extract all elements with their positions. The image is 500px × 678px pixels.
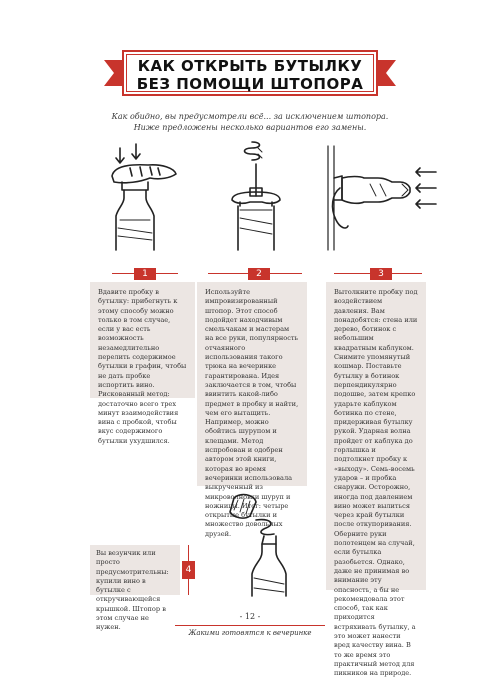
illustration-push-cork: [90, 138, 210, 253]
footer-divider: [175, 625, 325, 626]
marker-line: [334, 273, 370, 274]
step-marker-3: [326, 268, 426, 278]
banner-frame: [122, 50, 378, 96]
step-4-text: Вы везунчик или просто предусмотрительны: купили вино в бутылке с откручивающейся крышкой. Штопор в этом случае не нужен.: [90, 545, 180, 595]
page-number: - 12 -: [239, 612, 261, 621]
step-number-2: 2: [248, 268, 270, 280]
illustration-screw-cap: [210, 490, 310, 598]
illustration-shoe-wall: [320, 138, 440, 253]
step-marker-1: [90, 268, 200, 278]
marker-line: [156, 273, 178, 274]
step-3-text: Вытолкните пробку под воздействием давления. Вам понадобятся: стена или дерево, ботинок с небольшим квадратным каблуком. Снимите упомянутый кошмар. Поставьте бутылку в ботинок перпендикулярно подошве, затем крепко ударьте каблуком ботинка по стене, придерживая бутылку рукой. Ударная волна пройдет от каблука до горлышка и подтолкнет пробку к «выходу». Семь-восемь ударов – и пробка снаружи. Осторожно, иногда под давлением вино может вылиться через край бутылки после откупоривания. Оберните руки полотенцем на случай, если бутылка разобьется. Однако, даже не принимая во внимание эту опасность, а бы не рекомендовала этот способ, так как приходится встряхивать бутылку, а это может нанести вред качеству вина. В то же время это практичный метод для пикников на природе.: [326, 282, 426, 590]
step-marker-2: [200, 268, 310, 278]
subtitle-line-1: Как обидно, вы предусмотрели всё... за исключением штопора.: [111, 112, 389, 121]
marker-line: [208, 273, 248, 274]
step-2-text: Используйте импровизированный штопор. Этот способ подойдет находчивым смельчакам и мастерам на все руки, популярность отчаянного использования такого трюка на вечеринке гарантирована. Идея заключается в том, чтобы ввинтить какой-либо предмет в пробку и найти, чем его вытащить. Например, можно обойтись шурупом и клещами. Метод испробован и одобрен автором этой книги, которая во время вечеринки использовала выкрученный из микроволновки шуруп и ножницы. Итог: четыре открытые бутылки и множество довольных друзей.: [197, 282, 307, 486]
step-1-text: Вдавите пробку в бутылку: прибегнуть к этому способу можно только в том случае, если у вас есть возможность незамедлительно перелить содержимое бутылки в графин, чтобы не дать пробке испортить вино. Рискованный метод: достаточно всего трех минут взаимодействия вина с пробкой, чтобы вкус содержимого бутылки ухудшился.: [90, 282, 195, 398]
step-marker-4: [182, 545, 195, 595]
title-banner: [122, 50, 378, 96]
marker-line: [392, 273, 422, 274]
page-title-line-2: БЕЗ ПОМОЩИ ШТОПОРА: [136, 75, 364, 93]
step-number-1: 1: [134, 268, 156, 280]
step-number-3: 3: [370, 268, 392, 280]
footer-caption: Жакими готовятся к вечеринке: [188, 629, 312, 637]
step-number-4: 4: [182, 561, 195, 579]
illustration-improvised-corkscrew: [200, 138, 320, 253]
marker-line: [270, 273, 302, 274]
subtitle-line-2: Ниже предложены несколько вариантов его замены.: [133, 123, 367, 132]
page-title-line-1: КАК ОТКРЫТЬ БУТЫЛКУ: [137, 57, 363, 75]
